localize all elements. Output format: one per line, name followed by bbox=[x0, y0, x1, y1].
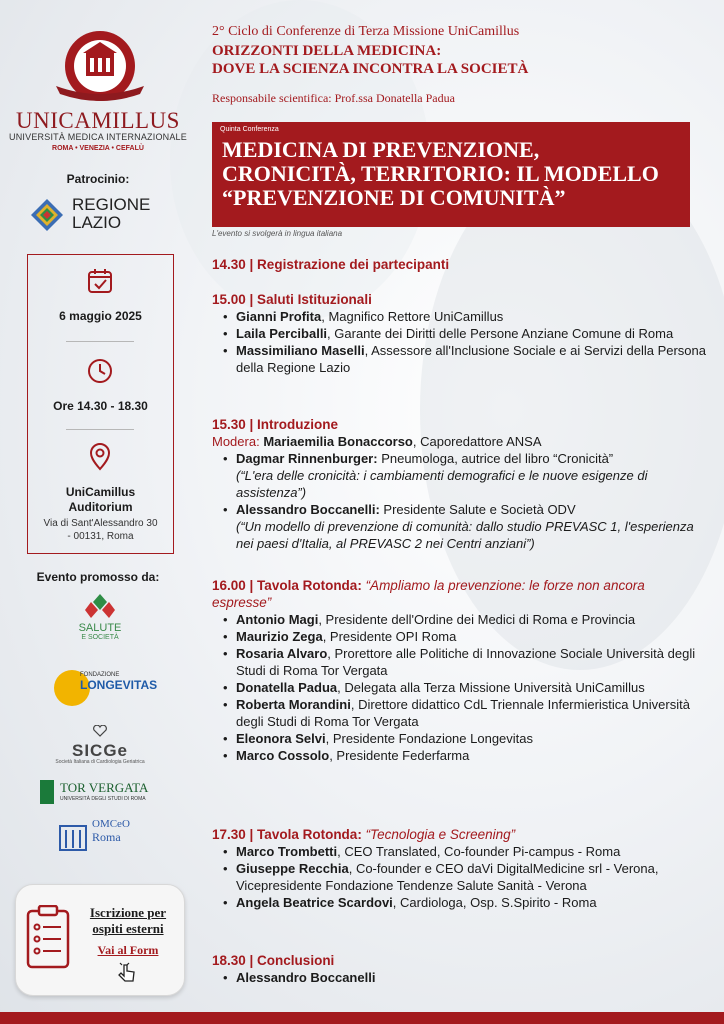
speaker-role: Presidente Salute e Società ODV bbox=[379, 502, 576, 517]
speaker-list bbox=[212, 611, 707, 764]
conference-title-line2: CRONICITÀ, TERRITORIO: IL MODELLO bbox=[222, 161, 659, 186]
speaker-list bbox=[212, 450, 707, 552]
sidebar bbox=[0, 0, 200, 1024]
brand-subtitle: UNIVERSITÀ MEDICA INTERNAZIONALE bbox=[9, 132, 187, 142]
program-registration bbox=[212, 256, 707, 273]
speaker-role: , Prorettore alle Politiche di Innovazione Sociale Università degli Studi di Roma Tor Vergata bbox=[236, 646, 696, 678]
speaker-item bbox=[236, 308, 707, 325]
speaker-name: Alessandro Boccanelli: bbox=[236, 502, 380, 517]
tor-vergata-logo-subtext: UNIVERSITÀ DEGLI STUDI DI ROMA bbox=[60, 796, 146, 802]
tor-vergata-logo-text: TOR VERGATA bbox=[60, 780, 149, 795]
cycle-title-line2: DOVE LA SCIENZA INCONTRA LA SOCIETÀ bbox=[212, 61, 529, 77]
conference-number: Quinta Conferenza bbox=[220, 126, 279, 133]
clipboard-form-icon bbox=[26, 905, 70, 969]
speaker-item bbox=[236, 325, 707, 342]
section-heading: 15.00 | Saluti Istituzionali bbox=[212, 292, 372, 307]
speaker-item bbox=[236, 894, 707, 911]
speaker-name: Laila Perciballi bbox=[236, 326, 328, 341]
patrocinio-label: Patrocinio: bbox=[66, 172, 130, 186]
speaker-role: , Assessore all'Inclusione Sociale e ai Servizi della Persona della Regione Lazio bbox=[236, 343, 706, 375]
speaker-role: , Presidente dell'Ordine dei Medici di Roma e Provincia bbox=[318, 612, 636, 627]
sicge-logo-text: SICGe bbox=[71, 741, 129, 760]
moderator-role: , Caporedattore ANSA bbox=[412, 434, 542, 449]
speaker-item bbox=[236, 696, 707, 730]
salute-e-societa-emblem-icon bbox=[85, 594, 115, 618]
sicge-logo bbox=[30, 724, 170, 765]
pointer-click-icon bbox=[116, 961, 138, 983]
venue-address-line1: Via di Sant'Alessandro 30 bbox=[43, 518, 158, 529]
speaker-item bbox=[236, 679, 707, 696]
moderator-name: Mariaemilia Bonaccorso bbox=[263, 434, 413, 449]
location-pin-icon bbox=[86, 443, 114, 471]
speaker-name: Angela Beatrice Scardovi bbox=[236, 895, 393, 910]
clock-icon bbox=[86, 357, 114, 385]
program-tavola-rotonda-2 bbox=[212, 826, 707, 911]
speaker-role: , Magnifico Rettore UniCamillus bbox=[321, 309, 504, 324]
divider bbox=[66, 429, 134, 430]
talk-title: (“L'era delle cronicità: i cambiamenti demografici e le nuove esigenze di assistenza”) bbox=[236, 468, 648, 500]
registration-title: Iscrizione per ospiti esterni bbox=[89, 905, 167, 936]
regione-lazio-logo bbox=[30, 196, 170, 236]
brand-cities: ROMA • VENEZIA • CEFALÙ bbox=[52, 145, 144, 152]
speaker-role: , CEO Translated, Co-founder Pi-campus - Roma bbox=[337, 844, 621, 859]
event-date: 6 maggio 2025 bbox=[59, 309, 142, 323]
speaker-item bbox=[236, 860, 707, 894]
longevitas-logo-subtext: FONDAZIONE bbox=[80, 672, 120, 678]
scientific-lead: Responsabile scientifica: Prof.ssa Donatella Padua bbox=[212, 91, 455, 105]
salute-logo-subtext: E SOCIETÀ bbox=[81, 634, 119, 641]
section-heading: 15.30 | Introduzione bbox=[212, 417, 339, 432]
conference-banner bbox=[212, 122, 690, 227]
speaker-name: Gianni Profita bbox=[236, 309, 322, 324]
speaker-list bbox=[212, 308, 707, 376]
program-conclusioni bbox=[212, 952, 707, 986]
form-link[interactable]: Vai al Form bbox=[97, 943, 159, 957]
section-heading-time: 16.00 | Tavola Rotonda: bbox=[212, 578, 366, 593]
footer-bar bbox=[0, 1012, 724, 1024]
talk-title: (“Un modello di prevenzione di comunità: dallo studio PREVASC 1, l'esperienza nei paesi d'Italia, al PREVASC 2 nei Centri anziani”) bbox=[236, 519, 694, 551]
speaker-item bbox=[236, 843, 707, 860]
section-topic: “Ampliamo la prevenzione: le forze non ancora espresse” bbox=[212, 578, 645, 610]
speaker-role: , Presidente Fondazione Longevitas bbox=[325, 731, 534, 746]
tor-vergata-logo bbox=[40, 780, 180, 802]
conference-title-line3: “PREVENZIONE DI COMUNITÀ” bbox=[222, 185, 566, 210]
salute-logo-text: SALUTE bbox=[78, 622, 122, 634]
venue-room: Auditorium bbox=[68, 500, 133, 514]
speaker-name: Donatella Padua bbox=[236, 680, 338, 695]
speaker-item bbox=[236, 501, 707, 552]
promoters-label: Evento promosso da: bbox=[36, 570, 160, 584]
sicge-heart-icon bbox=[93, 725, 107, 737]
speaker-item bbox=[236, 645, 707, 679]
language-note: L'evento si svolgerà in lingua italiana bbox=[212, 229, 343, 238]
speaker-item bbox=[236, 969, 707, 986]
speaker-name: Rosaria Alvaro bbox=[236, 646, 328, 661]
sicge-logo-subtext: Società Italiana di Cardiologia Geriatrica bbox=[55, 759, 145, 765]
speaker-name: Marco Cossolo bbox=[236, 748, 330, 763]
speaker-role: , Cardiologa, Osp. S.Spirito - Roma bbox=[392, 895, 597, 910]
longevitas-logo-text: LONGEVITAS bbox=[80, 678, 158, 692]
speaker-name: Marco Trombetti bbox=[236, 844, 338, 859]
salute-e-societa-logo bbox=[30, 594, 170, 641]
event-info-box bbox=[27, 254, 174, 554]
speaker-item bbox=[236, 611, 707, 628]
event-time: Ore 14.30 - 18.30 bbox=[53, 399, 148, 413]
speaker-role: , Garante dei Diritti delle Persone Anziane Comune di Roma bbox=[327, 326, 674, 341]
speaker-item bbox=[236, 730, 707, 747]
speaker-item bbox=[236, 747, 707, 764]
speaker-role: , Presidente OPI Roma bbox=[322, 629, 457, 644]
program-introduzione bbox=[212, 416, 707, 552]
section-heading bbox=[212, 577, 707, 611]
speaker-item bbox=[236, 342, 707, 376]
cycle-title-line1: ORIZZONTI DELLA MEDICINA: bbox=[212, 43, 442, 59]
lazio-label: LAZIO bbox=[72, 213, 122, 232]
omceo-logo-text: OMCeO bbox=[92, 818, 130, 830]
conference-title bbox=[222, 138, 682, 210]
speaker-role: , Co-founder e CEO daVi DigitalMedicine srl - Verona, Vicepresidente Fondazione Tendenze Salute Sanità - Verona bbox=[236, 861, 659, 893]
program-saluti bbox=[212, 291, 707, 376]
speaker-role: , Direttore didattico CdL Triennale Infermieristica Università degli Studi di Roma Tor Vergata bbox=[236, 697, 690, 729]
speaker-role: , Presidente Federfarma bbox=[329, 748, 470, 763]
registration-card[interactable] bbox=[15, 884, 185, 996]
university-seal-icon bbox=[52, 28, 148, 104]
divider bbox=[66, 341, 134, 342]
omceo-logo-subtext: Roma bbox=[92, 830, 121, 844]
regione-label: REGIONE bbox=[72, 195, 151, 214]
speaker-name: Eleonora Selvi bbox=[236, 731, 326, 746]
conference-series: 2° Ciclo di Conferenze di Terza Missione UniCamillus bbox=[212, 24, 520, 39]
speaker-name: Maurizio Zega bbox=[236, 629, 323, 644]
speaker-list bbox=[212, 843, 707, 911]
section-heading: 14.30 | Registrazione dei partecipanti bbox=[212, 257, 450, 272]
program-tavola-rotonda-1 bbox=[212, 577, 707, 764]
speaker-name: Antonio Magi bbox=[236, 612, 319, 627]
moderator-label: Modera: bbox=[212, 434, 264, 449]
speaker-name: Roberta Morandini bbox=[236, 697, 351, 712]
speaker-role: , Delegata alla Terza Missione Università UniCamillus bbox=[337, 680, 645, 695]
speaker-item bbox=[236, 450, 707, 501]
tor-vergata-emblem-icon bbox=[40, 780, 54, 804]
speaker-name: Massimiliano Maselli bbox=[236, 343, 365, 358]
moderator-line bbox=[212, 433, 707, 450]
calendar-icon bbox=[86, 267, 114, 295]
cycle-title bbox=[212, 42, 528, 78]
section-heading: 18.30 | Conclusioni bbox=[212, 953, 335, 968]
speaker-list bbox=[212, 969, 707, 986]
conference-title-line1: MEDICINA DI PREVENZIONE, bbox=[222, 137, 540, 162]
speaker-item bbox=[236, 628, 707, 645]
speaker-name: Dagmar Rinnenburger: bbox=[236, 451, 378, 466]
omceo-colosseum-icon bbox=[58, 818, 88, 852]
longevitas-logo bbox=[58, 672, 198, 692]
section-heading bbox=[212, 826, 707, 843]
section-topic: “Tecnologia e Screening” bbox=[365, 827, 516, 842]
regione-lazio-emblem-icon bbox=[30, 198, 64, 232]
speaker-role: Pneumologa, autrice del libro “Cronicità” bbox=[377, 451, 614, 466]
omceo-roma-logo bbox=[58, 818, 198, 845]
speaker-name: Alessandro Boccanelli bbox=[236, 970, 376, 985]
venue-address-line2: - 00131, Roma bbox=[67, 531, 134, 542]
section-heading-time: 17.30 | Tavola Rotonda: bbox=[212, 827, 366, 842]
brand-name: UNICAMILLUS bbox=[16, 108, 180, 133]
venue-name: UniCamillus bbox=[65, 485, 136, 499]
speaker-name: Giuseppe Recchia bbox=[236, 861, 349, 876]
